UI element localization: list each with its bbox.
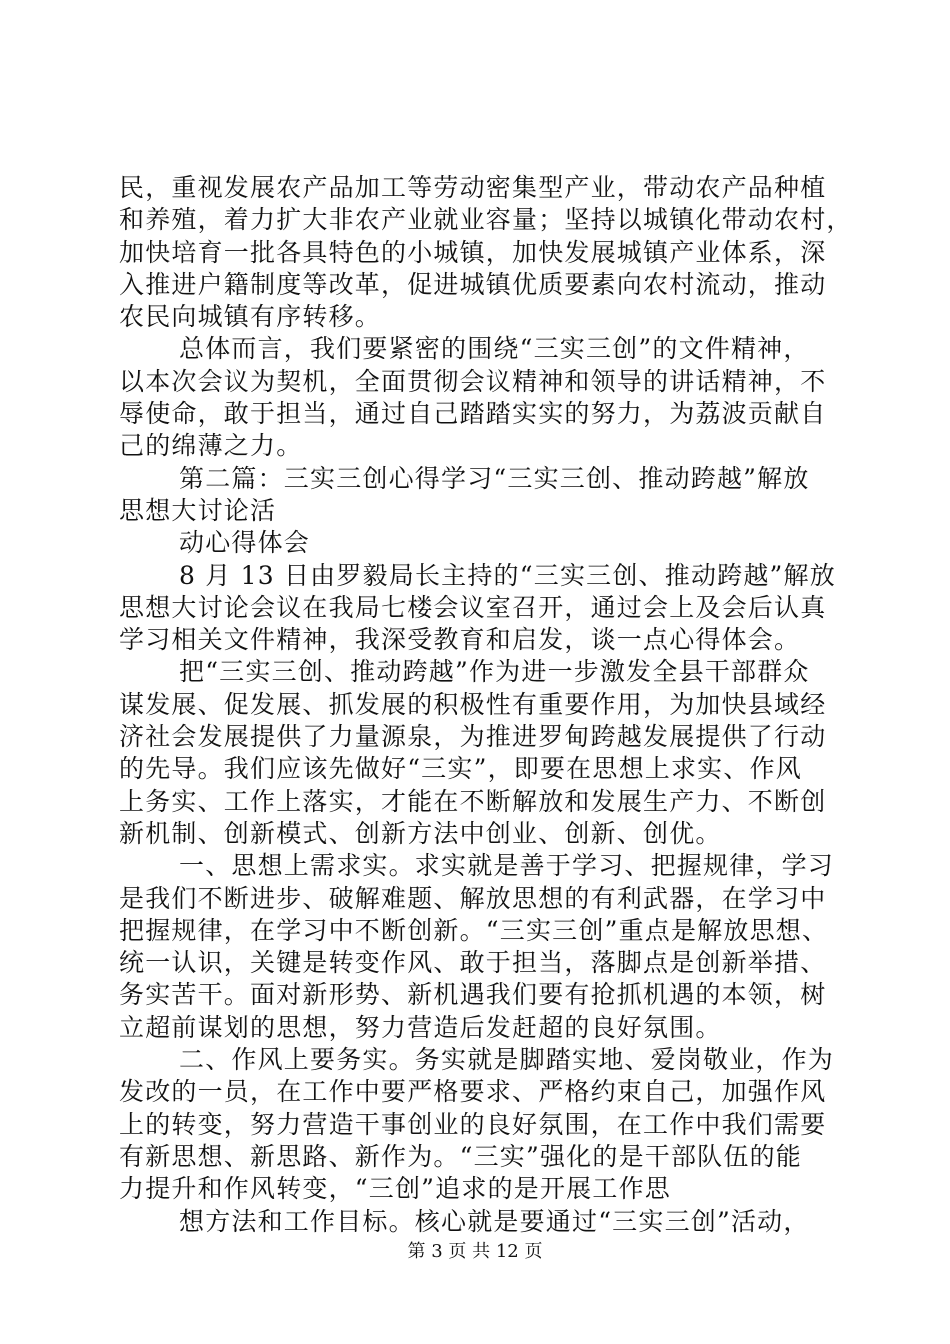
text-line: 想方法和工作目标。核心就是要通过“三实三创”活动， [179,1206,810,1236]
text-line: 民，重视发展农产品加工等劳动密集型产业，带动农产品种植 [119,173,827,202]
text-line: 二、作风上要务实。务实就是脚踏实地、爱岗敬业，作为 [179,1045,835,1075]
text-line: 动心得体会 [179,528,311,558]
text-line: 力提升和作风转变，“三创”追求的是开展工作思 [119,1174,671,1204]
text-line: 8 月 13 日由罗毅局长主持的“三实三创、推动跨越”解放 [179,560,836,590]
text-line: 立超前谋划的思想，努力营造后发赶超的良好氛围。 [119,1012,722,1042]
text-line: 统一认识，关键是转变作风、敢于担当，落脚点是创新举措、 [119,948,827,978]
text-line: 和养殖，着力扩大非农产业就业容量；坚持以城镇化带动农村， [119,205,853,235]
text-line: 把“三实三创、推动跨越”作为进一步激发全县干部群众 [179,657,810,687]
text-line: 思想大讨论会议在我局七楼会议室召开，通过会上及会后认真 [119,592,827,622]
text-line: 己的绵薄之力。 [119,431,303,461]
text-line: 上务实、工作上落实，才能在不断解放和发展生产力、不断创 [119,786,827,816]
text-line: 思想大讨论活 [119,495,277,525]
text-line: 总体而言，我们要紧密的围绕“三实三创”的文件精神， [179,334,810,364]
text-line: 第二篇：三实三创心得学习“三实三创、推动跨越”解放 [179,463,810,493]
text-line: 入推进户籍制度等改革，促进城镇优质要素向农村流动，推动 [119,269,827,299]
text-line: 务实苦干。面对新形势、新机遇我们要有抢抓机遇的本领，树 [119,980,827,1010]
text-line: 农民向城镇有序转移。 [119,302,382,332]
text-line: 谋发展、促发展、抓发展的积极性有重要作用，为加快县域经 [119,689,827,719]
text-line: 济社会发展提供了力量源泉，为推进罗甸跨越发展提供了行动 [119,722,827,752]
text-line: 一、思想上需求实。求实就是善于学习、把握规律，学习 [179,851,835,881]
text-line: 学习相关文件精神，我深受教育和启发，谈一点心得体会。 [119,625,801,655]
text-line: 是我们不断进步、破解难题、解放思想的有利武器，在学习中 [119,883,827,913]
document-body [119,172,853,1238]
page-number-footer: 第 3 页 共 12 页 [407,1241,543,1262]
text-line: 加快培育一批各具特色的小城镇，加快发展城镇产业体系，深 [119,237,827,267]
text-line: 新机制、创新模式、创新方法中创业、创新、创优。 [119,818,722,848]
text-line: 发改的一员，在工作中要严格要求、严格约束自己，加强作风 [119,1077,827,1107]
text-line: 的先导。我们应该先做好“三实”，即要在思想上求实、作风 [119,754,802,784]
text-line: 把握规律，在学习中不断创新。“三实三创”重点是解放思想、 [119,915,829,945]
text-line: 上的转变，努力营造干事创业的良好氛围，在工作中我们需要 [119,1109,827,1139]
text-line: 辱使命，敢于担当，通过自己踏踏实实的努力，为荔波贡献自 [119,399,827,429]
text-line: 以本次会议为契机，全面贯彻会议精神和领导的讲话精神，不 [119,366,827,396]
text-line: 有新思想、新思路、新作为。“三实”强化的是干部队伍的能 [119,1141,802,1171]
